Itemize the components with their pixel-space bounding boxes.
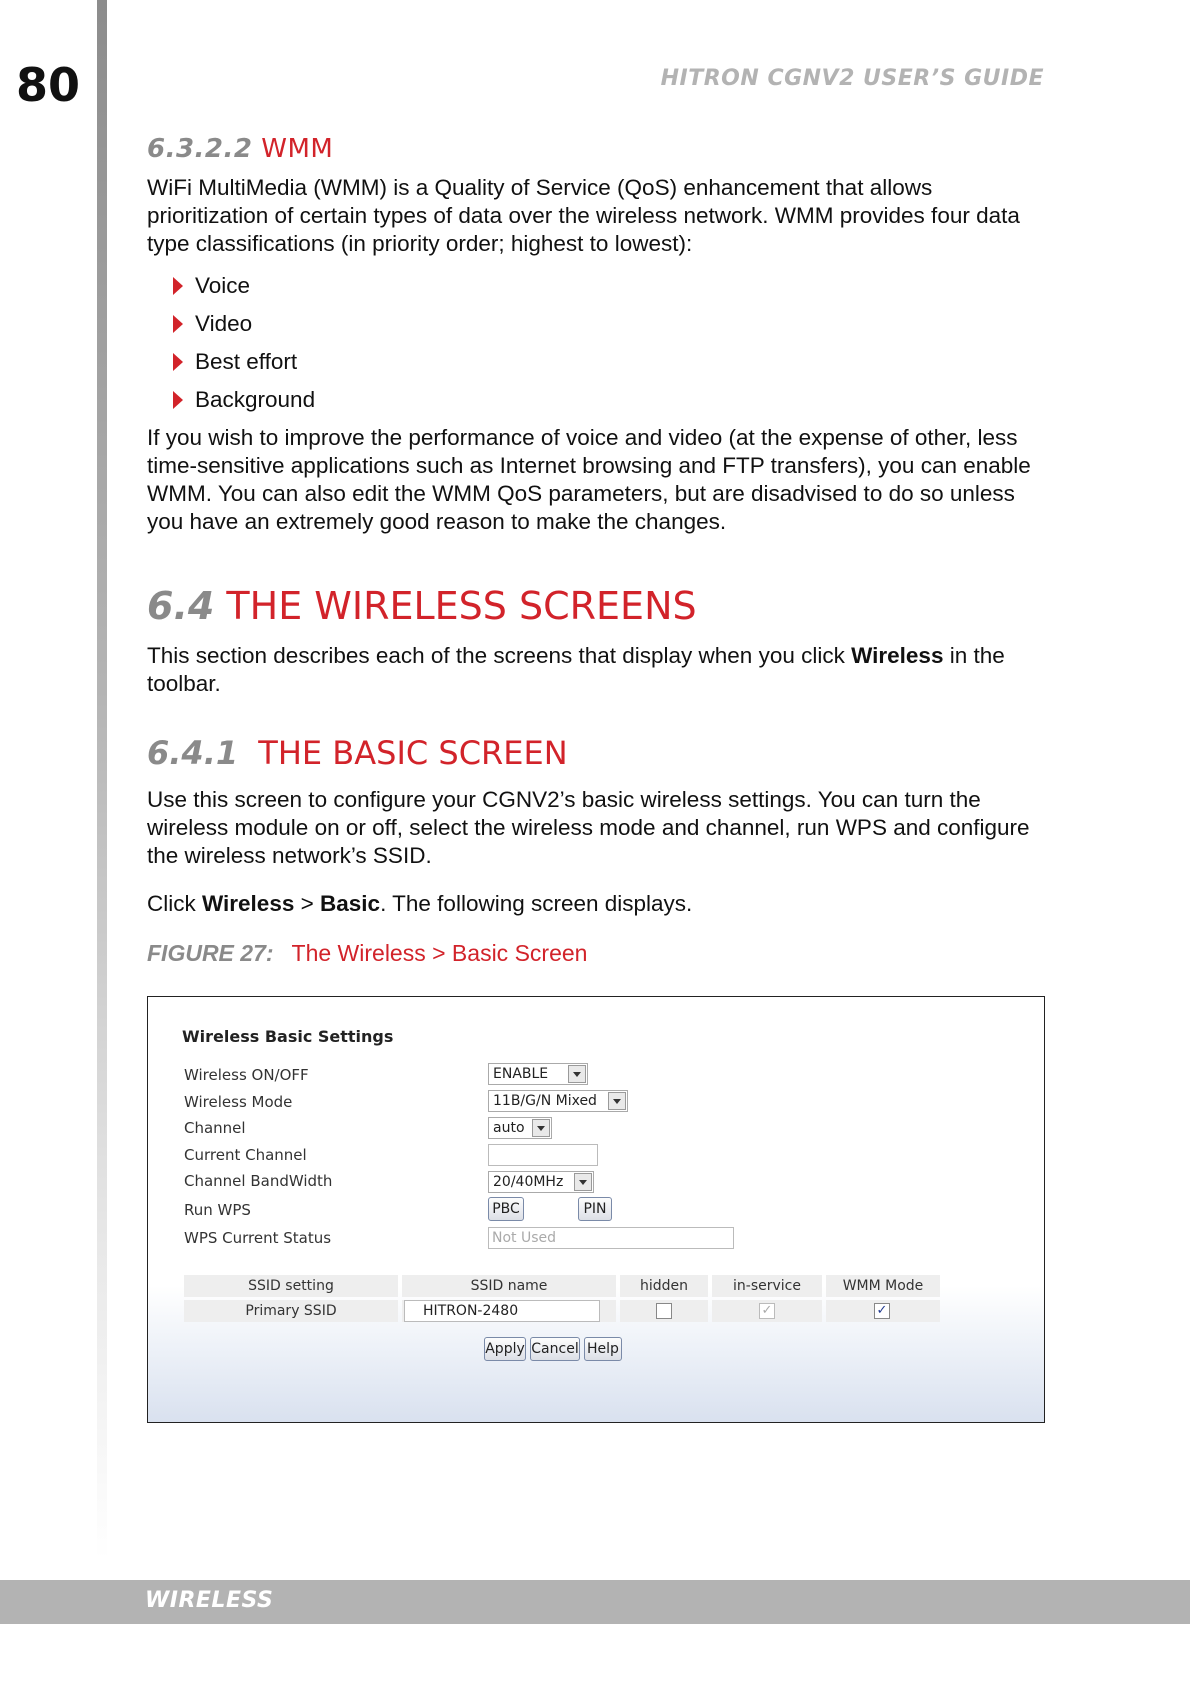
wmm-heading (147, 134, 1047, 164)
subsection-heading (147, 734, 1047, 772)
settings-heading: Wireless Basic Settings (182, 1027, 394, 1046)
col-wmm-mode: WMM Mode (826, 1275, 940, 1297)
wmm-section-number: 6.3.2.2 (147, 134, 253, 164)
ssid-table-header (184, 1275, 940, 1297)
col-hidden: hidden (620, 1275, 708, 1297)
channel-select[interactable]: auto (488, 1117, 552, 1139)
wireless-term: Wireless (851, 643, 944, 668)
running-header: HITRON CGNV2 USER’S GUIDE (660, 66, 1044, 91)
pbc-button[interactable]: PBC (488, 1197, 524, 1221)
section-heading (147, 584, 1047, 628)
pin-button[interactable]: PIN (578, 1197, 612, 1221)
list-item: Best effort (173, 348, 1047, 376)
wmm-intro: WiFi MultiMedia (WMM) is a Quality of Service (QoS) enhancement that allows prioritization of certain types of data over the wireless network. WMM provides four data type classifications (in priority order; highest to lowest): (147, 175, 1020, 256)
wmm-mode-checkbox[interactable]: ✓ (874, 1303, 890, 1319)
col-ssid-setting: SSID setting (184, 1275, 398, 1297)
wmm-priority-list (173, 272, 1047, 414)
channel-label: Channel (184, 1119, 246, 1137)
subsection-title: THE BASIC SCREEN (258, 734, 568, 772)
footer-band (0, 1580, 1190, 1624)
current-channel-label: Current Channel (184, 1146, 307, 1164)
section-intro: This section describes each of the screens that display when you click Wireless in the toolbar. (147, 643, 1005, 696)
click-instruction: Click Wireless > Basic. The following screen displays. (147, 891, 693, 916)
ssid-name-input[interactable]: HITRON-2480 (404, 1300, 600, 1322)
wmm-outro: If you wish to improve the performance of voice and video (at the expense of other, less time-sensitive applications such as Internet browsing and FTP transfers), you can enable WMM. You can also edit the WMM QoS parameters, but are disadvised to do so unless you have an extremely good reason to make the changes. (147, 425, 1031, 534)
list-item: Video (173, 310, 1047, 338)
list-item: Background (173, 386, 1047, 414)
channel-bandwidth-label: Channel BandWidth (184, 1172, 333, 1190)
bullet-arrow-icon (173, 277, 183, 295)
page-content (147, 134, 1047, 967)
list-item: Voice (173, 272, 1047, 300)
channel-bandwidth-select[interactable]: 20/40MHz (488, 1171, 594, 1193)
in-service-checkbox[interactable]: ✓ (759, 1303, 775, 1319)
wireless-onoff-label: Wireless ON/OFF (184, 1066, 309, 1084)
bullet-arrow-icon (173, 353, 183, 371)
footer-chapter-title: WIRELESS (145, 1588, 274, 1613)
section-title: THE WIRELESS SCREENS (226, 584, 697, 628)
subsection-number: 6.4.1 (147, 734, 239, 772)
chevron-down-icon (574, 1173, 592, 1191)
bullet-arrow-icon (173, 315, 183, 333)
hidden-checkbox[interactable] (656, 1303, 672, 1319)
bullet-arrow-icon (173, 391, 183, 409)
primary-ssid-label: Primary SSID (184, 1300, 398, 1322)
figure-label: FIGURE 27: (147, 940, 274, 966)
wireless-mode-select[interactable]: 11B/G/N Mixed (488, 1090, 628, 1112)
chevron-down-icon (608, 1092, 626, 1110)
table-row (184, 1300, 940, 1322)
wmm-section-title: WMM (261, 134, 334, 164)
run-wps-label: Run WPS (184, 1201, 251, 1219)
wps-status-label: WPS Current Status (184, 1229, 332, 1247)
wireless-mode-label: Wireless Mode (184, 1093, 293, 1111)
section-number: 6.4 (147, 584, 215, 628)
apply-button[interactable]: Apply (484, 1337, 526, 1361)
chevron-down-icon (568, 1065, 586, 1083)
wps-status-field: Not Used (488, 1227, 734, 1249)
col-ssid-name: SSID name (402, 1275, 616, 1297)
help-button[interactable]: Help (584, 1337, 622, 1361)
wireless-basic-screenshot (147, 996, 1045, 1423)
chevron-down-icon (532, 1119, 550, 1137)
wireless-onoff-select[interactable]: ENABLE (488, 1063, 588, 1085)
figure-caption (147, 940, 1047, 967)
col-in-service: in-service (712, 1275, 822, 1297)
figure-title: The Wireless > Basic Screen (291, 940, 588, 966)
current-channel-field[interactable] (488, 1144, 598, 1166)
page-side-bar (97, 0, 107, 1560)
page-number: 80 (16, 58, 81, 112)
cancel-button[interactable]: Cancel (530, 1337, 580, 1361)
subsection-para: Use this screen to configure your CGNV2’s basic wireless settings. You can turn the wireless module on or off, select the wireless mode and channel, run WPS and configure the wireless network’s SSID. (147, 787, 1030, 868)
